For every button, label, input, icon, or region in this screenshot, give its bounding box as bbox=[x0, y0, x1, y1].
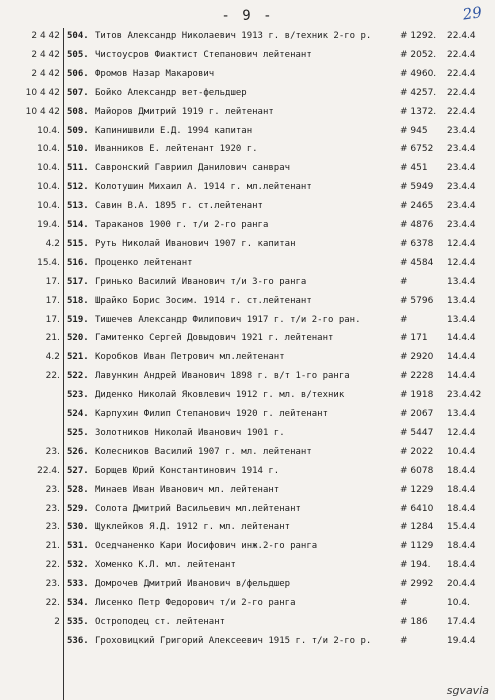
register-row bbox=[0, 330, 495, 346]
row-date: 23.4.4 bbox=[447, 163, 476, 174]
register-row bbox=[0, 519, 495, 535]
row-code: # 6410 bbox=[400, 503, 434, 514]
row-number: 520. bbox=[67, 333, 89, 344]
register-row bbox=[0, 66, 495, 82]
row-entry-text: Диденко Николай Яковлевич 1912 г. мл. в/техник bbox=[95, 390, 345, 401]
row-date: 22.4.4 bbox=[447, 31, 476, 41]
register-row bbox=[0, 312, 495, 328]
row-number: 533. bbox=[67, 579, 89, 590]
row-date: 10.4. bbox=[447, 598, 470, 608]
row-number: 505. bbox=[67, 49, 89, 60]
register-row bbox=[0, 85, 495, 101]
row-code: # 2920 bbox=[400, 352, 434, 363]
row-entry-text: Коробков Иван Петрович мл.лейтенант bbox=[95, 352, 285, 363]
row-entry-text: Оседчаненко Кари Иосифович инж.2-го ранга bbox=[95, 541, 318, 552]
watermark: sgvavia bbox=[446, 684, 489, 697]
row-margin-date: 10.4. bbox=[37, 125, 60, 136]
archive-page-stamp: 29 bbox=[461, 3, 483, 24]
row-code: # 171 bbox=[400, 333, 428, 344]
register-row bbox=[0, 293, 495, 309]
row-number: 504. bbox=[67, 31, 89, 41]
row-code: # 1918 bbox=[400, 390, 434, 401]
register-row bbox=[0, 104, 495, 120]
row-entry-text: Титов Александр Николаевич 1913 г. в/техник 2-го р. bbox=[95, 31, 372, 41]
row-date: 20.4.4 bbox=[447, 579, 476, 590]
row-code: # 2992 bbox=[400, 579, 434, 590]
row-margin-date: 17. bbox=[45, 295, 60, 306]
row-code: # bbox=[400, 314, 408, 325]
row-margin-date: 10.4. bbox=[37, 201, 60, 212]
row-entry-text: Савронский Гавриил Данилович санврач bbox=[95, 163, 291, 174]
row-entry-text: Хоменко К.Л. мл. лейтенант bbox=[95, 560, 236, 571]
row-margin-date: 23. bbox=[45, 446, 60, 457]
row-margin-date: 2 bbox=[54, 616, 60, 627]
row-entry-text: Солота Дмитрий Васильевич мл.лейтенант bbox=[95, 503, 301, 514]
row-date: 23.4.42 bbox=[447, 390, 482, 401]
row-number: 522. bbox=[67, 371, 89, 382]
row-code: # 1229 bbox=[400, 484, 434, 495]
row-margin-date: 2 4 42 bbox=[31, 49, 60, 60]
row-entry-text: Чистоусров Фиактист Степанович лейтенант bbox=[95, 49, 312, 60]
register-row bbox=[0, 274, 495, 290]
row-date: 18.4.4 bbox=[447, 503, 476, 514]
row-date: 13.4.4 bbox=[447, 409, 476, 419]
row-number: 516. bbox=[67, 257, 89, 268]
row-entry-text: Остроподец ст. лейтенант bbox=[95, 616, 226, 627]
row-date: 12.4.4 bbox=[447, 257, 476, 268]
row-margin-date: 17. bbox=[45, 314, 60, 325]
row-margin-date: 4.2 bbox=[45, 238, 60, 249]
row-code: # 6752 bbox=[400, 144, 434, 155]
row-code: # 5796 bbox=[400, 295, 434, 306]
row-number: 507. bbox=[67, 87, 89, 98]
register-row bbox=[0, 614, 495, 630]
row-code: # 6078 bbox=[400, 465, 434, 476]
row-number: 521. bbox=[67, 352, 89, 363]
register-row bbox=[0, 368, 495, 384]
row-entry-text: Лавункин Андрей Иванович 1898 г. в/т 1-го ранга bbox=[95, 371, 350, 382]
row-code: # 451 bbox=[400, 163, 428, 174]
register-row bbox=[0, 198, 495, 214]
row-margin-date: 22. bbox=[45, 560, 60, 571]
register-row bbox=[0, 236, 495, 252]
row-entry-text: Щуклейков Я.Д. 1912 г. мл. лейтенант bbox=[95, 522, 291, 533]
row-number: 518. bbox=[67, 295, 89, 306]
row-entry-text: Золотников Николай Иванович 1901 г. bbox=[95, 427, 285, 438]
page-number: - 9 - bbox=[221, 8, 274, 24]
row-date: 13.4.4 bbox=[447, 276, 476, 287]
row-entry-text: Проценко лейтенант bbox=[95, 257, 193, 268]
row-date: 12.4.4 bbox=[447, 238, 476, 249]
row-number: 514. bbox=[67, 220, 89, 230]
row-date: 14.4.4 bbox=[447, 371, 476, 382]
row-margin-date: 22.4. bbox=[37, 465, 60, 476]
row-date: 23.4.4 bbox=[447, 182, 476, 193]
row-date: 22.4.4 bbox=[447, 68, 476, 79]
row-entry-text: Колесников Василий 1907 г. мл. лейтенант bbox=[95, 446, 312, 457]
row-date: 18.4.4 bbox=[447, 541, 476, 552]
register-row bbox=[0, 123, 495, 139]
row-code: # 945 bbox=[400, 125, 428, 136]
register-row bbox=[0, 576, 495, 592]
register-row bbox=[0, 557, 495, 573]
register-row bbox=[0, 633, 495, 649]
row-date: 23.4.4 bbox=[447, 201, 476, 212]
row-margin-date: 4.2 bbox=[45, 352, 60, 363]
row-code: # 2465 bbox=[400, 201, 434, 212]
row-code: # 2067 bbox=[400, 409, 434, 419]
row-date: 22.4.4 bbox=[447, 49, 476, 60]
row-number: 532. bbox=[67, 560, 89, 571]
row-date: 15.4.4 bbox=[447, 522, 476, 533]
row-number: 536. bbox=[67, 635, 89, 646]
row-number: 523. bbox=[67, 390, 89, 401]
row-number: 513. bbox=[67, 201, 89, 212]
row-date: 14.4.4 bbox=[447, 333, 476, 344]
row-margin-date: 22. bbox=[45, 598, 60, 608]
row-entry-text: Савин В.А. 1895 г. ст.лейтенант bbox=[95, 201, 263, 212]
row-date: 19.4.4 bbox=[447, 635, 476, 646]
row-code: # 5447 bbox=[400, 427, 434, 438]
row-number: 528. bbox=[67, 484, 89, 495]
row-margin-date: 10.4. bbox=[37, 163, 60, 174]
row-code: # 2022 bbox=[400, 446, 434, 457]
row-date: 22.4.4 bbox=[447, 106, 476, 117]
row-number: 511. bbox=[67, 163, 89, 174]
register-row bbox=[0, 538, 495, 554]
row-margin-date: 21. bbox=[45, 541, 60, 552]
row-number: 527. bbox=[67, 465, 89, 476]
row-entry-text: Фромов Назар Макарович bbox=[95, 68, 215, 79]
row-margin-date: 10 4 42 bbox=[25, 106, 60, 117]
row-margin-date: 22. bbox=[45, 371, 60, 382]
row-entry-text: Гринько Василий Иванович т/и 3-го ранга bbox=[95, 276, 307, 287]
row-entry-text: Тишечев Александр Филипович 1917 г. т/и 2-го ран. bbox=[95, 314, 361, 325]
register-row bbox=[0, 595, 495, 611]
row-entry-text: Майоров Дмитрий 1919 г. лейтенант bbox=[95, 106, 274, 117]
row-margin-date: 2 4 42 bbox=[31, 68, 60, 79]
row-code: # 4584 bbox=[400, 257, 434, 268]
row-margin-date: 10.4. bbox=[37, 144, 60, 155]
row-code: # 2228 bbox=[400, 371, 434, 382]
row-entry-text: Борщев Юрий Константинович 1914 г. bbox=[95, 465, 280, 476]
row-entry-text: Карпухин Филип Степанович 1920 г. лейтенант bbox=[95, 409, 328, 419]
row-number: 524. bbox=[67, 409, 89, 419]
row-code: # 1372. bbox=[400, 106, 437, 117]
register-row bbox=[0, 387, 495, 403]
row-entry-text: Минаев Иван Иванович мл. лейтенант bbox=[95, 484, 280, 495]
row-entry-text: Гамитенко Сергей Довыдович 1921 г. лейтенант bbox=[95, 333, 334, 344]
row-number: 526. bbox=[67, 446, 89, 457]
row-date: 10.4.4 bbox=[447, 446, 476, 457]
register-row bbox=[0, 217, 495, 233]
row-number: 517. bbox=[67, 276, 89, 287]
row-code: # bbox=[400, 635, 408, 646]
row-number: 529. bbox=[67, 503, 89, 514]
row-entry-text: Капинишвили Е.Д. 1994 капитан bbox=[95, 125, 253, 136]
row-code: # 194. bbox=[400, 560, 431, 571]
row-code: # bbox=[400, 598, 408, 608]
row-date: 18.4.4 bbox=[447, 560, 476, 571]
register-row bbox=[0, 179, 495, 195]
row-date: 18.4.4 bbox=[447, 484, 476, 495]
row-number: 512. bbox=[67, 182, 89, 193]
row-margin-date: 2 4 42 bbox=[31, 31, 60, 41]
register-row bbox=[0, 482, 495, 498]
row-date: 12.4.4 bbox=[447, 427, 476, 438]
row-code: # 2052. bbox=[400, 49, 437, 60]
row-margin-date: 10 4 42 bbox=[25, 87, 60, 98]
register-row bbox=[0, 444, 495, 460]
register-row bbox=[0, 47, 495, 63]
row-code: # bbox=[400, 276, 408, 287]
row-entry-text: Шрайко Борис Зосим. 1914 г. ст.лейтенант bbox=[95, 295, 312, 306]
row-margin-date: 23. bbox=[45, 503, 60, 514]
row-number: 506. bbox=[67, 68, 89, 79]
row-number: 509. bbox=[67, 125, 89, 136]
row-number: 531. bbox=[67, 541, 89, 552]
row-margin-date: 21. bbox=[45, 333, 60, 344]
row-code: # 186 bbox=[400, 616, 428, 627]
row-margin-date: 17. bbox=[45, 276, 60, 287]
register-row bbox=[0, 501, 495, 517]
register-row bbox=[0, 28, 495, 44]
row-number: 515. bbox=[67, 238, 89, 249]
row-entry-text: Лисенко Петр Федорович т/и 2-го ранга bbox=[95, 598, 296, 608]
row-margin-date: 15.4. bbox=[37, 257, 60, 268]
row-margin-date: 23. bbox=[45, 484, 60, 495]
row-entry-text: Тараканов 1900 г. т/и 2-го ранга bbox=[95, 220, 269, 230]
row-entry-text: Гроховицкий Григорий Алексеевич 1915 г. т/и 2-го р. bbox=[95, 635, 372, 646]
register-row bbox=[0, 406, 495, 422]
row-number: 510. bbox=[67, 144, 89, 155]
row-date: 17.4.4 bbox=[447, 616, 476, 627]
register-row bbox=[0, 141, 495, 157]
register-row bbox=[0, 160, 495, 176]
row-date: 14.4.4 bbox=[447, 352, 476, 363]
register-row bbox=[0, 349, 495, 365]
row-number: 535. bbox=[67, 616, 89, 627]
row-margin-date: 10.4. bbox=[37, 182, 60, 193]
row-code: # 1292. bbox=[400, 31, 437, 41]
row-code: # 4960. bbox=[400, 68, 437, 79]
row-margin-date: 23. bbox=[45, 579, 60, 590]
row-code: # 1284 bbox=[400, 522, 434, 533]
row-code: # 5949 bbox=[400, 182, 434, 193]
row-date: 23.4.4 bbox=[447, 125, 476, 136]
row-entry-text: Иванников Е. лейтенант 1920 г. bbox=[95, 144, 258, 155]
row-number: 519. bbox=[67, 314, 89, 325]
row-number: 525. bbox=[67, 427, 89, 438]
register-row bbox=[0, 255, 495, 271]
row-code: # 1129 bbox=[400, 541, 434, 552]
row-entry-text: Руть Николай Иванович 1907 г. капитан bbox=[95, 238, 296, 249]
row-number: 530. bbox=[67, 522, 89, 533]
row-date: 13.4.4 bbox=[447, 295, 476, 306]
row-code: # 4257. bbox=[400, 87, 437, 98]
row-entry-text: Домрочев Дмитрий Иванович в/фельдшер bbox=[95, 579, 291, 590]
row-entry-text: Колотушин Михаил А. 1914 г. мл.лейтенант bbox=[95, 182, 312, 193]
row-date: 18.4.4 bbox=[447, 465, 476, 476]
row-number: 534. bbox=[67, 598, 89, 608]
register-row bbox=[0, 425, 495, 441]
row-margin-date: 19.4. bbox=[37, 220, 60, 230]
row-margin-date: 23. bbox=[45, 522, 60, 533]
row-date: 23.4.4 bbox=[447, 220, 476, 230]
row-entry-text: Бойко Александр вет-фельдшер bbox=[95, 87, 247, 98]
row-date: 22.4.4 bbox=[447, 87, 476, 98]
row-code: # 4876 bbox=[400, 220, 434, 230]
register-row bbox=[0, 463, 495, 479]
row-date: 13.4.4 bbox=[447, 314, 476, 325]
row-date: 23.4.4 bbox=[447, 144, 476, 155]
row-code: # 6378 bbox=[400, 238, 434, 249]
row-number: 508. bbox=[67, 106, 89, 117]
